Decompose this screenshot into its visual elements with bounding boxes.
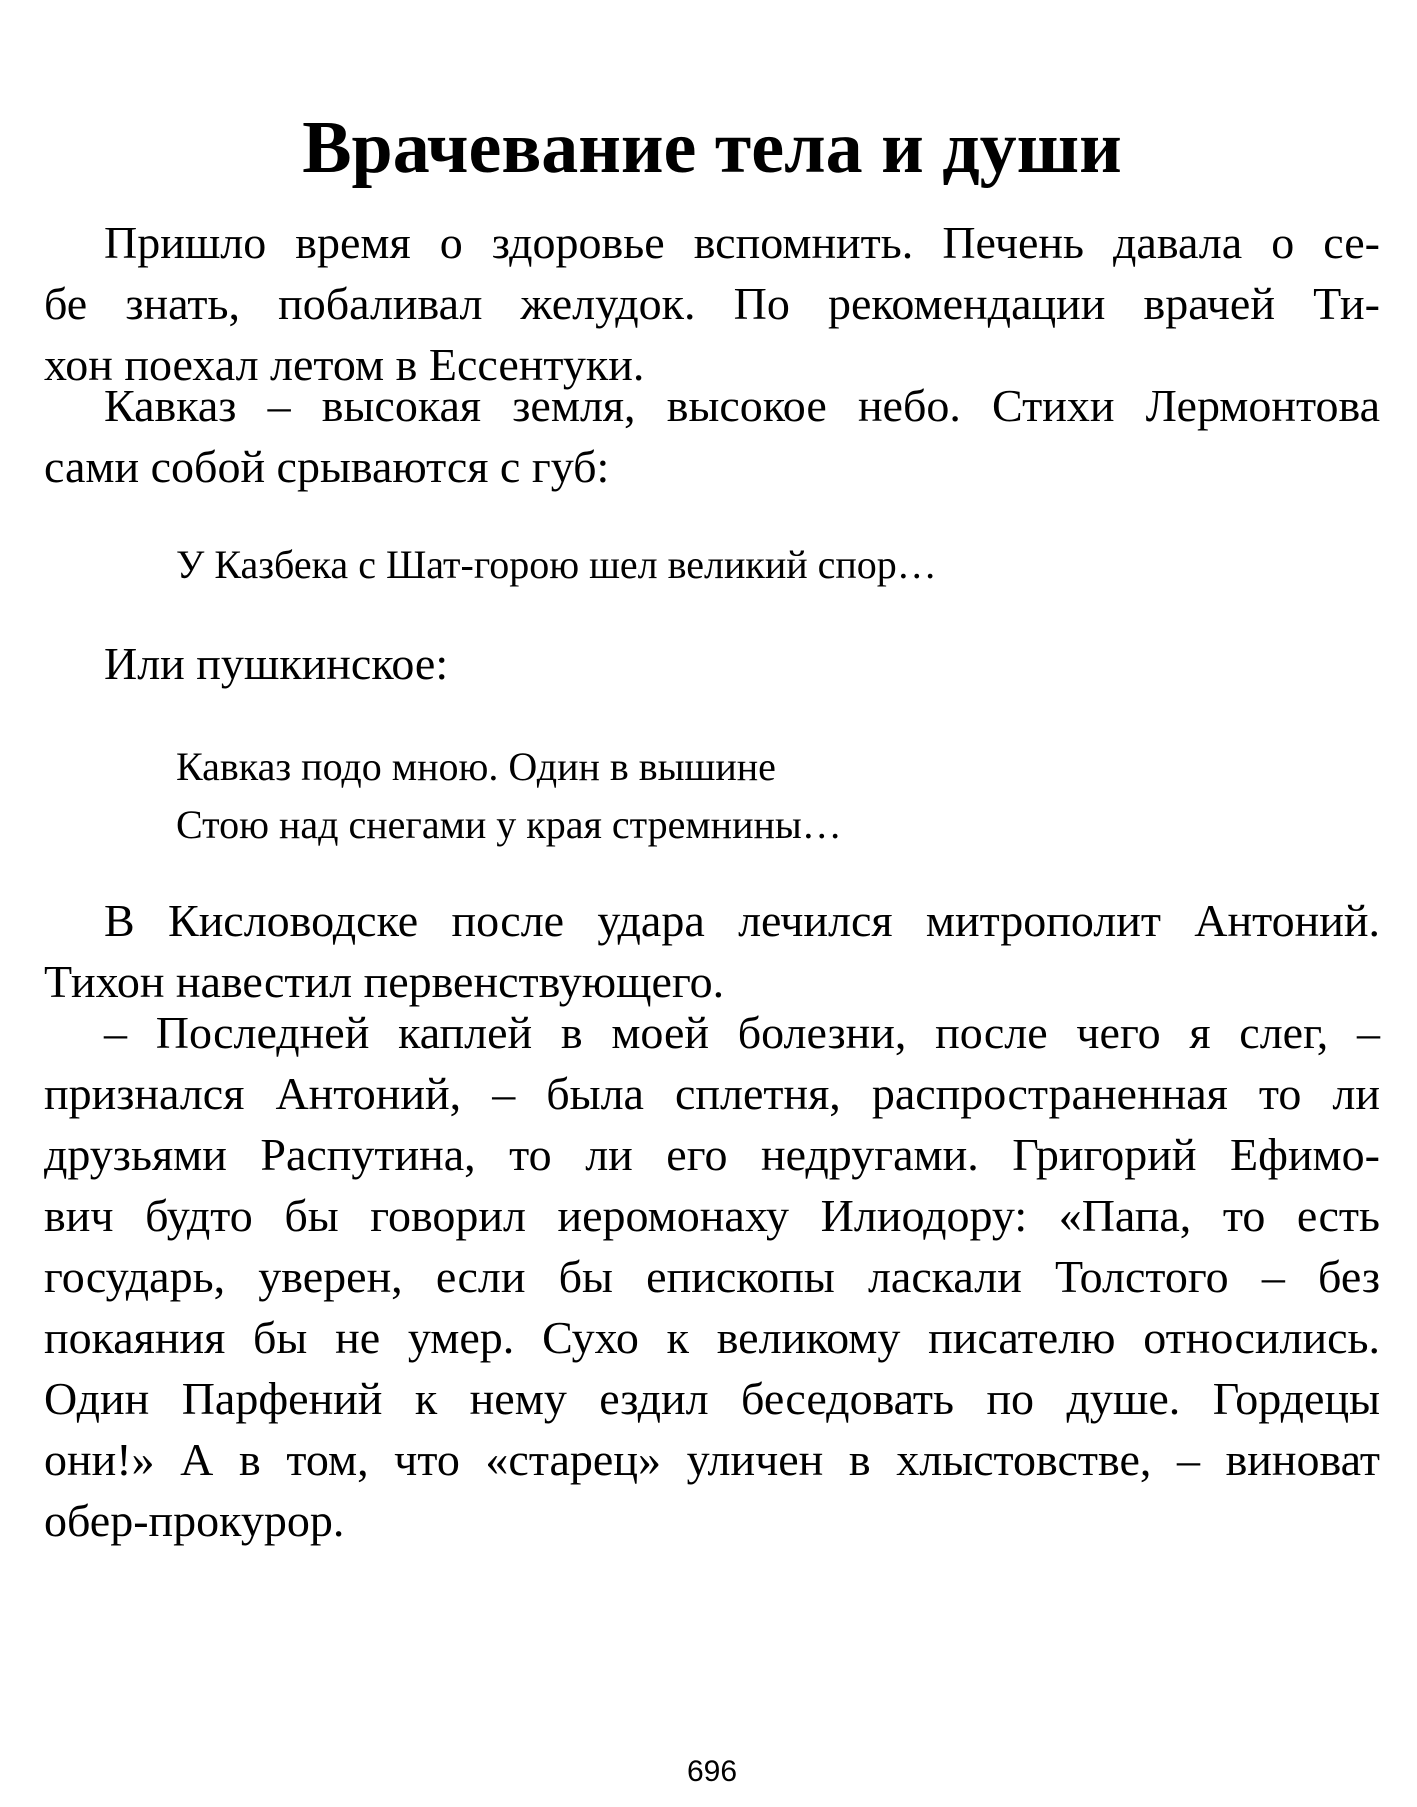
text-line: Пришло время о здоровье вспомнить. Печень давала о се- [104, 217, 1380, 268]
text-line: В Кисловодске после удара лечился митрополит Антоний. [104, 895, 1380, 946]
book-page [44, 0, 1380, 1807]
text-line: вич будто бы говорил иеромонаху Илиодору: «Папа, то есть [44, 1190, 1380, 1241]
paragraph-1 [44, 212, 1380, 395]
poem-quote-pushkin [176, 738, 842, 854]
text-line: государь, уверен, если бы епископы ласкали Толстого – без [44, 1251, 1380, 1302]
text-line: Или пушкинское: [104, 638, 449, 689]
text-line: Кавказ – высокая земля, высокое небо. Стихи Лермонтова [104, 380, 1380, 431]
paragraph-3 [44, 633, 1380, 694]
paragraph-2 [44, 375, 1380, 497]
chapter-title: Врачевание тела и души [302, 107, 1122, 189]
text-line: покаяния бы не умер. Сухо к великому писателю относились. [44, 1312, 1380, 1363]
text-line: Один Парфений к нему ездил беседовать по душе. Гордецы [44, 1373, 1380, 1424]
page-number: 696 [686, 1755, 738, 1788]
text-line: сами собой срываются с губ: [44, 441, 610, 492]
text-line: бе знать, побаливал желудок. По рекомендации врачей Ти- [44, 278, 1380, 329]
poem-line: Стою над снегами у края стремнины… [176, 802, 842, 847]
poem-quote-lermontov [176, 536, 937, 594]
poem-line: У Казбека с Шат-горою шел великий спор… [176, 542, 937, 587]
text-line: Тихон навестил первенствующего. [44, 956, 725, 1007]
text-line: хон поехал летом в Ессентуки. [44, 339, 645, 390]
text-line: обер-прокурор. [44, 1495, 345, 1546]
text-line: признался Антоний, – была сплетня, распространенная то ли [44, 1068, 1380, 1119]
text-line: они!» А в том, что «старец» уличен в хлыстовстве, – виноват [44, 1434, 1380, 1485]
text-line: друзьями Распутина, то ли его недругами. Григорий Ефимо- [44, 1129, 1380, 1180]
paragraph-5 [44, 1002, 1380, 1551]
text-line: – Последней каплей в моей болезни, после чего я слег, – [104, 1007, 1380, 1058]
poem-line: Кавказ подо мною. Один в вышине [176, 744, 776, 789]
paragraph-4 [44, 890, 1380, 1012]
